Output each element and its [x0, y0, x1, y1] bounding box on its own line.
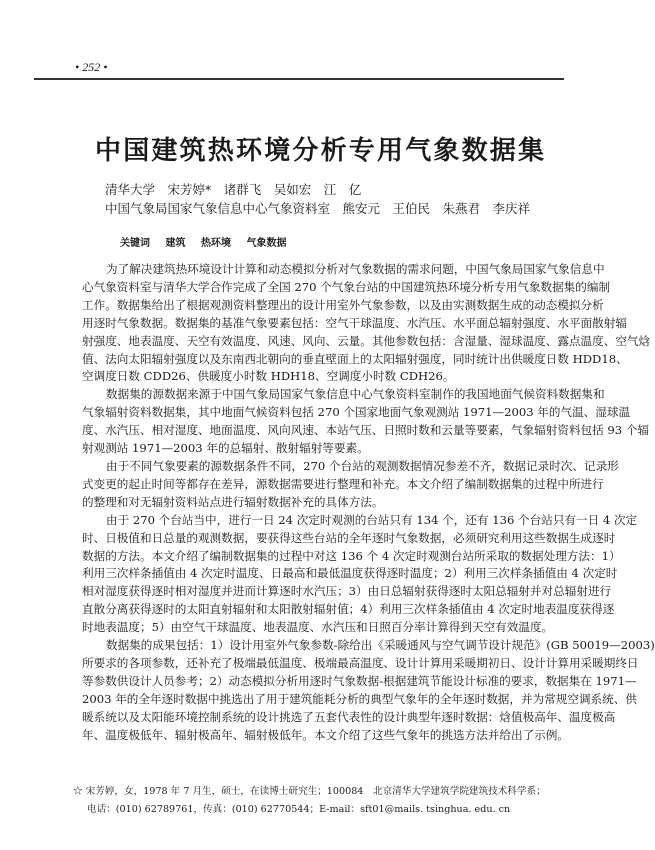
text-line: 用逐时气象数据。数据集的基准气象要素包括：空气干球温度、水汽压、水平面总辐射强度、水平面散射辐 — [82, 315, 627, 330]
abstract-body — [82, 261, 655, 744]
keyword: 热环境 — [200, 238, 231, 249]
text-line: 数据的方法。本文介绍了编制数据集的过程中对这 136 个 4 次定时观测台站所采取的数据处理方法：1） — [82, 548, 621, 563]
keyword: 气象数据 — [246, 238, 287, 249]
paragraph — [82, 386, 650, 458]
text-line: 工作。数据集给出了根据观测资料整理出的设计用室外气象参数，以及由实测数据生成的动态模拟分析 — [82, 297, 604, 312]
text-line: 年、温度极低年、辐射极高年、辐射极低年。本文介绍了这些气象年的挑选方法并给出了示例。 — [82, 727, 569, 742]
text-line: 直散分离获得逐时的太阳直射辐射和太阳散射辐射值；4）利用三次样条插值由 4 次定时地表温度获得逐 — [82, 602, 615, 617]
text-line: 暖系统以及太阳能环境控制系统的设计挑选了五套代表性的设计典型年逐时数据：焓值极高年、温度极高 — [82, 709, 616, 724]
text-line: 数据集的成果包括：1）设计用室外气象参数-除给出《采暖通风与空气调节设计规范》(GB 50019—2003) — [106, 638, 655, 653]
author-line-1: 清华大学 宋芳婷* 诸群飞 吴如宏 江 亿 — [105, 182, 362, 197]
page-number: • 252 • — [75, 60, 108, 74]
text-line: 相对湿度获得逐时相对湿度并进而计算逐时水汽压；3）由日总辐射获得逐时太阳总辐射并对总辐射进行 — [82, 584, 612, 599]
footnote-line-1: ☆ 宋芳婷，女，1978 年 7 月生，硕士，在读博士研究生；100084 北京清华大学建筑学院建筑技术科学系； — [73, 786, 546, 797]
text-line: 射观测站 1971—2003 年的总辐射、散射辐射等要素。 — [82, 441, 369, 456]
text-line: 由于不同气象要素的源数据条件不同，270 个台站的观测数据情况参差不齐，数据记录时次、记录形 — [106, 458, 619, 473]
text-line: 所要求的各项参数，还补充了极端最低温度、极端最高温度、设计计算用采暖期初日、设计计算用采暖期终日 — [82, 655, 639, 670]
paragraph — [82, 637, 655, 744]
text-line: 等参数供设计人员参考；2）动态模拟分析用逐时气象数据-根据建筑节能设计标准的要求，数据集在 1971— — [82, 673, 637, 688]
footnote-line-2: 电话：(010) 62789761，传真：(010) 62770544；E-mail：sft01@mails. tsinghua. edu. cn — [87, 804, 511, 815]
text-line: 时地表温度；5）由空气干球温度、地表温度、水汽压和日照百分率计算得到天空有效温度。 — [82, 620, 554, 635]
text-line: 由于 270 个台站当中，进行一日 24 次定时观测的台站只有 134 个，还有 136 个台站只有一日 4 次定 — [106, 512, 638, 527]
text-line: 时、日极值和日总量的观测数据，要获得这些台站的全年逐时气象数据，必须研究利用这些数据生成逐时 — [82, 530, 616, 545]
text-line: 气象辐射资料数据集，其中地面气候资料包括 270 个国家地面气象观测站 1971—2003 年的气温、湿球温 — [82, 405, 631, 420]
text-line: 式变更的起止时间等都存在差异，源数据需要进行整理和补充。本文介绍了编制数据集的过程中所进行 — [82, 476, 604, 491]
paragraph — [82, 512, 638, 637]
text-line: 度、水汽压、相对湿度、地面温度、风向风速、本站气压、日照时数和云量等要素，气象辐射资料包括 93 个辐 — [82, 423, 650, 438]
text-line: 空调度日数 CDD26、供暖度小时数 HDH18、空调度小时数 CDH26。 — [82, 369, 455, 384]
text-line: 值、法向太阳辐射强度以及东南西北朝向的垂直壁面上的太阳辐射强度，同时统计出供暖度日数 HDD18、 — [82, 351, 628, 366]
text-line: 心气象资料室与清华大学合作完成了全国 270 个气象台站的中国建筑热环境分析专用气象数据集的编制 — [82, 279, 611, 294]
text-line: 数据集的源数据来源于中国气象局国家气象信息中心气象资料室制作的我国地面气候资料数据集和 — [106, 387, 605, 402]
text-line: 利用三次样条插值由 4 次定时温度、日最高和最低温度获得逐时温度；2）利用三次样条插值由 4 次定时 — [82, 566, 618, 581]
text-line: 射强度、地表温度、天空有效温度、风速、风向、云量。其他参数包括：含湿量、湿球温度、露点温度、空气焓 — [82, 333, 651, 348]
author-line-2: 中国气象局国家气象信息中心气象资料室 熊安元 王伯民 朱燕君 李庆祥 — [105, 201, 531, 216]
text-line: 为了解决建筑热环境设计计算和动态模拟分析对气象数据的需求问题，中国气象局国家气象信息中 — [106, 262, 605, 276]
paragraph — [82, 458, 619, 512]
keywords-label: 关键词 — [120, 238, 150, 249]
text-line: 的整理和对无辐射资料站点进行辐射数据补充的具体方法。 — [82, 494, 384, 509]
keywords — [120, 234, 298, 249]
article-title: 中国建筑热环境分析专用气象数据集 — [95, 136, 547, 166]
header-rule — [34, 78, 564, 80]
text-line: 2003 年的全年逐时数据中挑选出了用于建筑能耗分析的典型气象年的全年逐时数据，并为常规空调系统、供 — [82, 691, 637, 706]
paragraph — [82, 261, 651, 386]
keyword: 建筑 — [165, 238, 186, 249]
